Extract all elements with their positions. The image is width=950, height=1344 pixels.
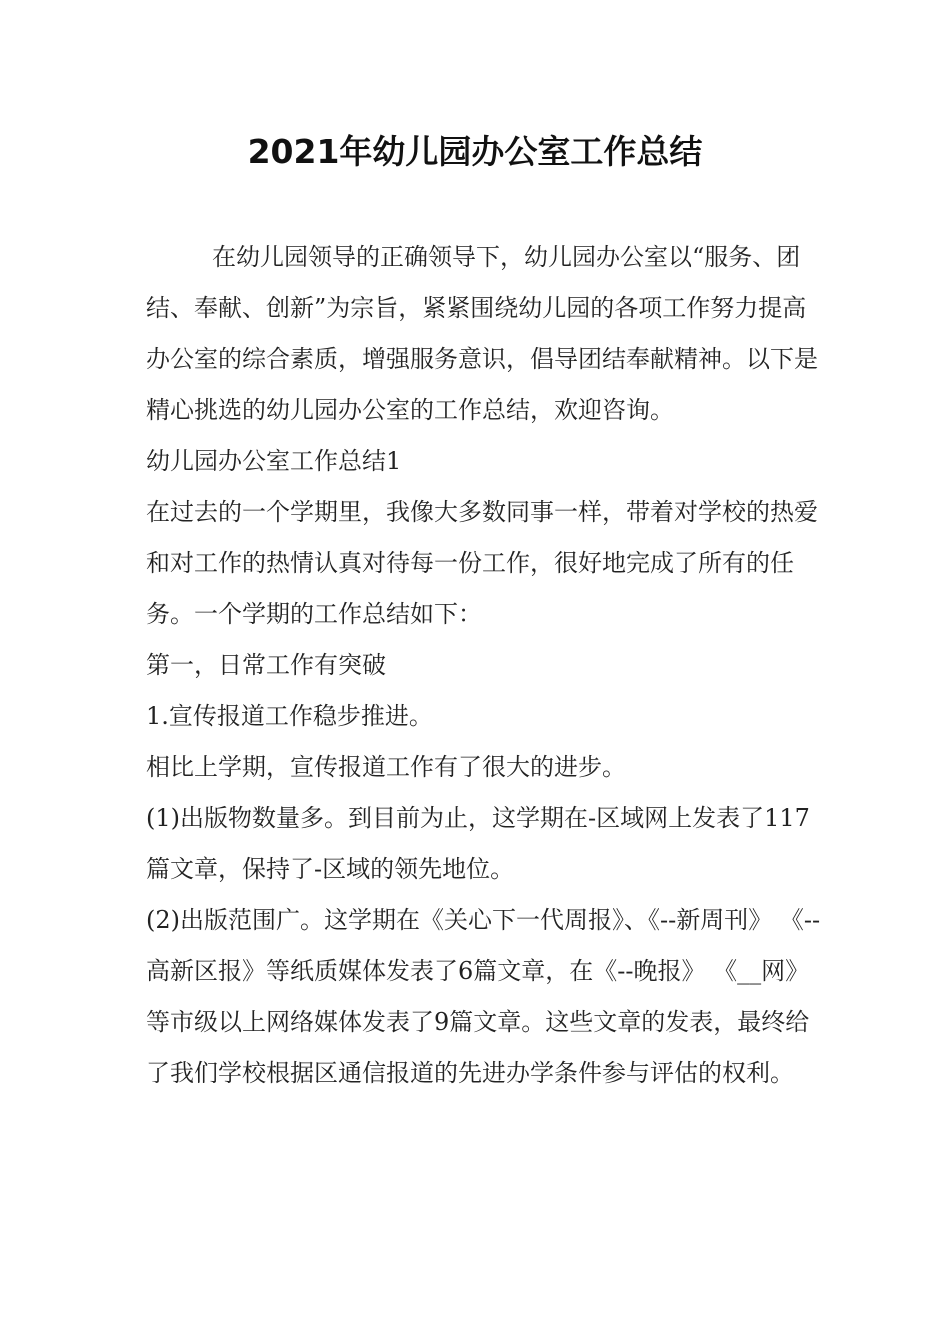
list-item: (1)出版物数量多。到目前为止，这学期在-区域网上发表了117篇文章，保持了-区域的领先地位。: [146, 804, 810, 883]
list-item: (2)出版范围广。这学期在《关心下一代周报》、《--新周刊》 《--高新区报》等纸质媒体发表了6篇文章，在《--晚报》 《__网》等市级以上网络媒体发表了9篇文章。这些文章的发表，最终给了我们学校根据区通信报道的先进办学条件参与评估的权利。: [146, 906, 821, 1087]
subsection-heading: 第一，日常工作有突破: [146, 651, 386, 679]
body-paragraph: 在过去的一个学期里，我像大多数同事一样，带着对学校的热爱和对工作的热情认真对待每一份工作，很好地完成了所有的任务。一个学期的工作总结如下：: [146, 498, 818, 628]
numbered-item: 1.宣传报道工作稳步推进。: [146, 702, 433, 730]
section-heading: 幼儿园办公室工作总结1: [146, 447, 402, 475]
body-paragraph: 相比上学期，宣传报道工作有了很大的进步。: [146, 753, 626, 781]
document-title: 2021年幼儿园办公室工作总结: [247, 132, 703, 171]
document-body: [146, 232, 826, 1099]
intro-paragraph: 在幼儿园领导的正确领导下，幼儿园办公室以“服务、团结、奉献、创新”为宗旨，紧紧围绕幼儿园的各项工作努力提高办公室的综合素质，增强服务意识，倡导团结奉献精神。以下是精心挑选的幼儿园办公室的工作总结，欢迎咨询。: [146, 243, 818, 424]
